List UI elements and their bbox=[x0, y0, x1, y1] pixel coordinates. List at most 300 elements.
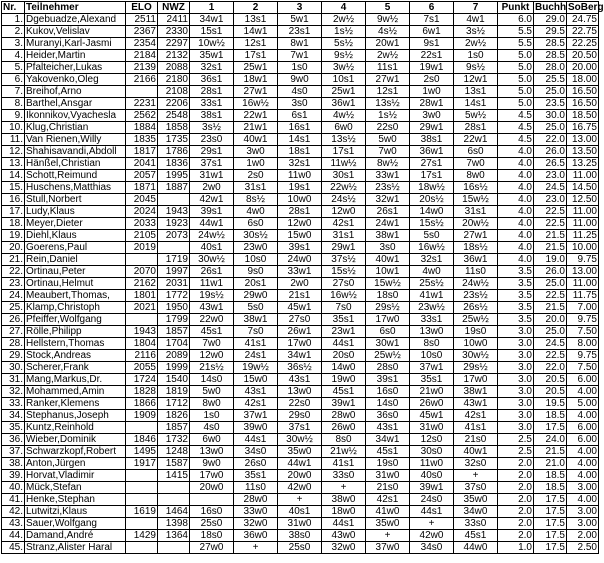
table-row bbox=[2, 422, 599, 434]
cell-round-1: 21s½ bbox=[190, 362, 234, 374]
cell-elo bbox=[126, 518, 158, 530]
cell-round-2: 29w0 bbox=[234, 290, 278, 302]
cell-elo: 1429 bbox=[126, 530, 158, 542]
cell-round-6: 26w0 bbox=[410, 398, 454, 410]
cell-round-7: 16s½ bbox=[454, 182, 498, 194]
cell-round-1: 19s½ bbox=[190, 290, 234, 302]
cell-participant: Yakovenko,Oleg bbox=[25, 74, 126, 86]
cell-round-2: 14w1 bbox=[234, 26, 278, 38]
table-row bbox=[2, 74, 599, 86]
cell-elo: 2105 bbox=[126, 230, 158, 242]
cell-elo: 1884 bbox=[126, 122, 158, 134]
cell-nwz: 1719 bbox=[158, 254, 190, 266]
cell-nwz: 1826 bbox=[158, 410, 190, 422]
cell-points: 3.0 bbox=[498, 362, 534, 374]
cell-sonneborn-berger: 16.50 bbox=[567, 86, 599, 98]
cell-round-7: 22w1 bbox=[454, 134, 498, 146]
cell-round-7: 17w0 bbox=[454, 374, 498, 386]
cell-elo bbox=[126, 482, 158, 494]
cell-round-2: 34s0 bbox=[234, 446, 278, 458]
cell-round-5: 22s0 bbox=[366, 122, 410, 134]
cell-nwz: 2411 bbox=[158, 14, 190, 26]
cell-elo: 2367 bbox=[126, 26, 158, 38]
cell-round-3: 3s0 bbox=[278, 98, 322, 110]
table-row bbox=[2, 386, 599, 398]
cell-participant: Ortinau,Helmut bbox=[25, 278, 126, 290]
cell-round-5: 3s0 bbox=[366, 242, 410, 254]
cell-round-3: 42w0 bbox=[278, 482, 322, 494]
cell-round-6: 3w0 bbox=[410, 110, 454, 122]
cell-round-2: 8s½ bbox=[234, 194, 278, 206]
cell-round-5: 25w½ bbox=[366, 350, 410, 362]
cell-buchholz: 22.5 bbox=[534, 350, 567, 362]
cell-sonneborn-berger: 18.00 bbox=[567, 74, 599, 86]
cell-round-4: 16w½ bbox=[322, 290, 366, 302]
cell-round-2: 2s0 bbox=[234, 170, 278, 182]
cell-round-5: 13s½ bbox=[366, 98, 410, 110]
cell-participant: Mohammed,Amin bbox=[25, 386, 126, 398]
table-row bbox=[2, 266, 599, 278]
cell-buchholz: 20.5 bbox=[534, 374, 567, 386]
cell-rank: 26. bbox=[2, 314, 25, 326]
cell-round-2: 36w0 bbox=[234, 530, 278, 542]
cell-rank: 2. bbox=[2, 26, 25, 38]
cell-nwz bbox=[158, 482, 190, 494]
cell-round-3: 20w0 bbox=[278, 470, 322, 482]
cell-points: 2.5 bbox=[498, 446, 534, 458]
cell-round-2: 40w1 bbox=[234, 134, 278, 146]
cell-round-1: 6w0 bbox=[190, 434, 234, 446]
cell-nwz: 1887 bbox=[158, 182, 190, 194]
cell-round-3: 40s1 bbox=[278, 506, 322, 518]
cell-elo: 2070 bbox=[126, 266, 158, 278]
cell-nwz: 1923 bbox=[158, 218, 190, 230]
cell-round-1: 26s1 bbox=[190, 266, 234, 278]
cell-round-3: 35w0 bbox=[278, 446, 322, 458]
cell-participant: Dgebuadze,Alexand bbox=[25, 14, 126, 26]
cell-points: 3.5 bbox=[498, 290, 534, 302]
cell-buchholz: 24.5 bbox=[534, 338, 567, 350]
cell-sonneborn-berger: 11.00 bbox=[567, 206, 599, 218]
cell-round-5: 5w0 bbox=[366, 134, 410, 146]
cell-buchholz: 21.0 bbox=[534, 458, 567, 470]
cell-buchholz: 21.5 bbox=[534, 302, 567, 314]
cell-points: 4.0 bbox=[498, 158, 534, 170]
table-row bbox=[2, 170, 599, 182]
cell-round-3: 36s½ bbox=[278, 362, 322, 374]
cell-round-3: 31w0 bbox=[278, 518, 322, 530]
cell-rank: 14. bbox=[2, 170, 25, 182]
cell-round-7: 18s½ bbox=[454, 242, 498, 254]
cell-round-2: 7s0 bbox=[234, 326, 278, 338]
cell-round-1: 22w0 bbox=[190, 314, 234, 326]
cell-round-4: 23w1 bbox=[322, 326, 366, 338]
cell-points: 3.0 bbox=[498, 374, 534, 386]
cell-round-4: 12w0 bbox=[322, 206, 366, 218]
cell-round-1: 7w0 bbox=[190, 338, 234, 350]
cell-rank: 6. bbox=[2, 74, 25, 86]
cell-buchholz: 21.5 bbox=[534, 230, 567, 242]
table-row bbox=[2, 194, 599, 206]
cell-points: 4.0 bbox=[498, 218, 534, 230]
cell-round-7: 23s½ bbox=[454, 290, 498, 302]
cell-elo: 1828 bbox=[126, 386, 158, 398]
cell-round-5: 2w½ bbox=[366, 50, 410, 62]
cell-buchholz: 22.5 bbox=[534, 218, 567, 230]
cell-round-1: 20w0 bbox=[190, 482, 234, 494]
cell-round-1: 10w½ bbox=[190, 38, 234, 50]
table-row bbox=[2, 326, 599, 338]
cell-round-1: 37s1 bbox=[190, 158, 234, 170]
cell-round-5: 11s1 bbox=[366, 62, 410, 74]
table-row bbox=[2, 110, 599, 122]
cell-round-4: 35s1 bbox=[322, 314, 366, 326]
cell-points: 2.0 bbox=[498, 530, 534, 542]
cell-round-4: 17s1 bbox=[322, 146, 366, 158]
cell-elo: 2019 bbox=[126, 242, 158, 254]
cell-round-5: 20w1 bbox=[366, 38, 410, 50]
cell-round-1: 42w1 bbox=[190, 194, 234, 206]
cell-rank: 38. bbox=[2, 458, 25, 470]
table-row bbox=[2, 302, 599, 314]
cell-round-4: 38w0 bbox=[322, 494, 366, 506]
cell-round-1: 14s0 bbox=[190, 374, 234, 386]
cell-round-3: 28s1 bbox=[278, 206, 322, 218]
cell-round-7: 24w½ bbox=[454, 278, 498, 290]
cell-round-2: 31s1 bbox=[234, 182, 278, 194]
cell-round-5: 19s0 bbox=[366, 458, 410, 470]
cell-elo: 1835 bbox=[126, 134, 158, 146]
table-row bbox=[2, 458, 599, 470]
cell-round-4: 42s1 bbox=[322, 218, 366, 230]
cell-points: 2.0 bbox=[498, 458, 534, 470]
cell-round-7: 35w0 bbox=[454, 494, 498, 506]
cell-round-4: 7s0 bbox=[322, 302, 366, 314]
cell-rank: 44. bbox=[2, 530, 25, 542]
cell-participant: Horvat,Vladimir bbox=[25, 470, 126, 482]
cell-elo: 2055 bbox=[126, 362, 158, 374]
header-round-1: 1 bbox=[190, 2, 234, 14]
cell-round-2: 44s1 bbox=[234, 434, 278, 446]
cell-round-7: 7w0 bbox=[454, 158, 498, 170]
cell-points: 3.0 bbox=[498, 410, 534, 422]
cell-elo bbox=[126, 494, 158, 506]
cell-round-2: 22w1 bbox=[234, 110, 278, 122]
cell-buchholz: 28.0 bbox=[534, 62, 567, 74]
cell-participant: Klamp,Christoph bbox=[25, 302, 126, 314]
cell-round-6: 13w0 bbox=[410, 326, 454, 338]
cell-buchholz: 25.0 bbox=[534, 278, 567, 290]
cell-points: 3.0 bbox=[498, 350, 534, 362]
cell-sonneborn-berger: 13.25 bbox=[567, 158, 599, 170]
cell-round-7: 31s1 bbox=[454, 206, 498, 218]
cell-round-1: 29s1 bbox=[190, 146, 234, 158]
header-row bbox=[2, 2, 599, 14]
cell-sonneborn-berger: 11.00 bbox=[567, 278, 599, 290]
cell-round-2: 17s1 bbox=[234, 50, 278, 62]
cell-buchholz: 18.5 bbox=[534, 470, 567, 482]
cell-round-6: 2s0 bbox=[410, 74, 454, 86]
cell-round-5: 26s1 bbox=[366, 206, 410, 218]
cell-buchholz: 17.5 bbox=[534, 518, 567, 530]
cell-round-6: 44s1 bbox=[410, 506, 454, 518]
cell-elo: 1846 bbox=[126, 434, 158, 446]
cell-sonneborn-berger: 16.75 bbox=[567, 122, 599, 134]
cell-round-1: 34w1 bbox=[190, 14, 234, 26]
cell-points: 4.0 bbox=[498, 146, 534, 158]
cell-round-7: 33s0 bbox=[454, 518, 498, 530]
standings-table-container bbox=[1, 1, 604, 554]
cell-elo bbox=[126, 422, 158, 434]
table-row bbox=[2, 530, 599, 542]
cell-round-4: 20s0 bbox=[322, 350, 366, 362]
cell-elo: 2166 bbox=[126, 74, 158, 86]
cell-participant: Huschens,Matthias bbox=[25, 182, 126, 194]
cell-elo bbox=[126, 254, 158, 266]
cell-round-7: + bbox=[454, 470, 498, 482]
cell-round-6: 11w0 bbox=[410, 458, 454, 470]
cell-round-6: 22s1 bbox=[410, 50, 454, 62]
standings-body bbox=[2, 14, 599, 554]
cell-sonneborn-berger: 4.00 bbox=[567, 386, 599, 398]
cell-nwz: 1786 bbox=[158, 146, 190, 158]
cell-round-7: 21s0 bbox=[454, 434, 498, 446]
cell-points: 3.5 bbox=[498, 278, 534, 290]
cell-participant: Barthel,Ansgar bbox=[25, 98, 126, 110]
cell-sonneborn-berger: 12.50 bbox=[567, 194, 599, 206]
cell-rank: 10. bbox=[2, 122, 25, 134]
cell-round-2: 28w0 bbox=[234, 494, 278, 506]
cell-round-4: 14w0 bbox=[322, 362, 366, 374]
cell-nwz: 2330 bbox=[158, 26, 190, 38]
cell-points: 5.0 bbox=[498, 62, 534, 74]
cell-points: 2.0 bbox=[498, 494, 534, 506]
cell-round-7: 20w½ bbox=[454, 218, 498, 230]
cell-round-7: 44w0 bbox=[454, 542, 498, 554]
cell-nwz: 2088 bbox=[158, 62, 190, 74]
cell-rank: 1. bbox=[2, 14, 25, 26]
cell-buchholz: 28.5 bbox=[534, 38, 567, 50]
cell-round-5: 27w1 bbox=[366, 74, 410, 86]
cell-round-6: 19w1 bbox=[410, 62, 454, 74]
cell-buchholz: 30.0 bbox=[534, 110, 567, 122]
cell-round-4: 3w½ bbox=[322, 62, 366, 74]
cell-points: 4.5 bbox=[498, 110, 534, 122]
cell-round-5: 4s½ bbox=[366, 26, 410, 38]
cell-elo: 2562 bbox=[126, 110, 158, 122]
cell-points: 2.0 bbox=[498, 482, 534, 494]
cell-sonneborn-berger: 10.00 bbox=[567, 242, 599, 254]
cell-buchholz: 20.0 bbox=[534, 314, 567, 326]
cell-buchholz: 23.0 bbox=[534, 194, 567, 206]
cell-round-6: 15s½ bbox=[410, 218, 454, 230]
cell-round-1: 3s½ bbox=[190, 122, 234, 134]
cell-buchholz: 17.5 bbox=[534, 494, 567, 506]
cell-buchholz: 25.0 bbox=[534, 122, 567, 134]
cell-participant: Hellstern,Thomas bbox=[25, 338, 126, 350]
cell-points: 2.0 bbox=[498, 506, 534, 518]
standings-table bbox=[1, 1, 604, 554]
table-row bbox=[2, 278, 599, 290]
cell-points: 4.0 bbox=[498, 254, 534, 266]
cell-round-2: 10s0 bbox=[234, 254, 278, 266]
cell-buchholz: 21.5 bbox=[534, 242, 567, 254]
cell-rank: 16. bbox=[2, 194, 25, 206]
cell-participant: Wieber,Dominik bbox=[25, 434, 126, 446]
cell-round-2: 37w1 bbox=[234, 410, 278, 422]
cell-round-3: 13w0 bbox=[278, 386, 322, 398]
cell-elo: 1943 bbox=[126, 326, 158, 338]
cell-buchholz: 22.5 bbox=[534, 290, 567, 302]
cell-round-2: 5s0 bbox=[234, 302, 278, 314]
cell-points: 4.5 bbox=[498, 122, 534, 134]
cell-round-6: 10s0 bbox=[410, 350, 454, 362]
cell-sonneborn-berger: 9.75 bbox=[567, 350, 599, 362]
cell-participant: Ludy,Klaus bbox=[25, 206, 126, 218]
table-row bbox=[2, 518, 599, 530]
cell-round-6: 23w½ bbox=[410, 302, 454, 314]
cell-sonneborn-berger: 13.00 bbox=[567, 266, 599, 278]
cell-round-3: 24w0 bbox=[278, 254, 322, 266]
cell-round-7: 40w1 bbox=[454, 446, 498, 458]
cell-points: 5.0 bbox=[498, 50, 534, 62]
cell-sonneborn-berger: 6.00 bbox=[567, 434, 599, 446]
cell-nwz: 1712 bbox=[158, 398, 190, 410]
cell-round-5: 29s½ bbox=[366, 302, 410, 314]
cell-sonneborn-berger: 4.00 bbox=[567, 446, 599, 458]
cell-round-1: 11w1 bbox=[190, 278, 234, 290]
cell-round-2: 32w0 bbox=[234, 518, 278, 530]
cell-points: 4.0 bbox=[498, 170, 534, 182]
cell-elo bbox=[126, 314, 158, 326]
table-row bbox=[2, 122, 599, 134]
cell-points: 4.5 bbox=[498, 134, 534, 146]
cell-rank: 4. bbox=[2, 50, 25, 62]
cell-buchholz: 21.5 bbox=[534, 446, 567, 458]
table-row bbox=[2, 374, 599, 386]
cell-round-2: 23w0 bbox=[234, 242, 278, 254]
cell-buchholz: 22.0 bbox=[534, 362, 567, 374]
header-participant: Teilnehmer bbox=[25, 2, 126, 14]
cell-round-4: 21w½ bbox=[322, 446, 366, 458]
cell-nwz bbox=[158, 494, 190, 506]
cell-round-5: 15w½ bbox=[366, 278, 410, 290]
cell-round-5: 7w0 bbox=[366, 146, 410, 158]
cell-nwz: 1950 bbox=[158, 302, 190, 314]
cell-participant: Schott,Reimund bbox=[25, 170, 126, 182]
cell-round-4: 44s1 bbox=[322, 518, 366, 530]
cell-sonneborn-berger: 2.50 bbox=[567, 542, 599, 554]
cell-participant: Anton,Jürgen bbox=[25, 458, 126, 470]
cell-points: 4.0 bbox=[498, 230, 534, 242]
cell-rank: 19. bbox=[2, 230, 25, 242]
cell-round-6: 39w1 bbox=[410, 482, 454, 494]
cell-round-2: 41s1 bbox=[234, 338, 278, 350]
cell-round-7: 29s½ bbox=[454, 362, 498, 374]
cell-round-5: 21s0 bbox=[366, 482, 410, 494]
header-round-5: 5 bbox=[366, 2, 410, 14]
cell-round-7: 5w½ bbox=[454, 110, 498, 122]
cell-participant: Klug,Christian bbox=[25, 122, 126, 134]
cell-points: 3.0 bbox=[498, 398, 534, 410]
cell-elo: 1801 bbox=[126, 290, 158, 302]
cell-buchholz: 17.5 bbox=[534, 530, 567, 542]
cell-round-2: 1w0 bbox=[234, 158, 278, 170]
cell-round-2: 27w1 bbox=[234, 86, 278, 98]
cell-round-2: 3w0 bbox=[234, 146, 278, 158]
cell-rank: 5. bbox=[2, 62, 25, 74]
cell-round-5: 8w½ bbox=[366, 158, 410, 170]
cell-round-3: 32s1 bbox=[278, 158, 322, 170]
cell-round-4: 22w½ bbox=[322, 182, 366, 194]
cell-rank: 8. bbox=[2, 98, 25, 110]
cell-points: 1.0 bbox=[498, 542, 534, 554]
cell-buchholz: 26.5 bbox=[534, 158, 567, 170]
table-row bbox=[2, 134, 599, 146]
cell-buchholz: 26.0 bbox=[534, 146, 567, 158]
cell-elo: 2162 bbox=[126, 278, 158, 290]
cell-round-3: 43s1 bbox=[278, 374, 322, 386]
cell-round-6: 21w0 bbox=[410, 386, 454, 398]
cell-round-3: 21s1 bbox=[278, 290, 322, 302]
header-nr: Nr. bbox=[2, 2, 25, 14]
cell-nwz: 2073 bbox=[158, 230, 190, 242]
cell-round-3: 22s0 bbox=[278, 398, 322, 410]
cell-rank: 41. bbox=[2, 494, 25, 506]
cell-round-3: 17w0 bbox=[278, 338, 322, 350]
cell-round-6: 33s1 bbox=[410, 314, 454, 326]
cell-buchholz: 29.5 bbox=[534, 26, 567, 38]
cell-round-2: 16w½ bbox=[234, 98, 278, 110]
cell-round-3: 30w½ bbox=[278, 434, 322, 446]
cell-round-4: 2w½ bbox=[322, 14, 366, 26]
cell-round-6: 41w1 bbox=[410, 290, 454, 302]
cell-round-7: 38w1 bbox=[454, 386, 498, 398]
cell-round-1: 17w0 bbox=[190, 470, 234, 482]
cell-participant: Kuntz,Reinhold bbox=[25, 422, 126, 434]
table-row bbox=[2, 314, 599, 326]
cell-round-3: 7w1 bbox=[278, 50, 322, 62]
cell-round-3: 16s1 bbox=[278, 122, 322, 134]
cell-round-3: 38s0 bbox=[278, 530, 322, 542]
cell-round-6: 35s1 bbox=[410, 374, 454, 386]
header-buchholz: Buchh bbox=[535, 2, 567, 13]
cell-round-3: 26w1 bbox=[278, 326, 322, 338]
cell-round-4: 9s½ bbox=[322, 50, 366, 62]
cell-buchholz: 26.0 bbox=[534, 266, 567, 278]
cell-sonneborn-berger: 22.25 bbox=[567, 38, 599, 50]
cell-round-2: 6s0 bbox=[234, 218, 278, 230]
cell-round-3: 23s1 bbox=[278, 26, 322, 38]
cell-round-6: 31w0 bbox=[410, 422, 454, 434]
cell-round-4: 6w0 bbox=[322, 122, 366, 134]
cell-rank: 17. bbox=[2, 206, 25, 218]
cell-round-6: 17s1 bbox=[410, 170, 454, 182]
cell-round-3: 8w1 bbox=[278, 38, 322, 50]
cell-round-7: 10w0 bbox=[454, 338, 498, 350]
cell-round-7: 37s0 bbox=[454, 482, 498, 494]
cell-rank: 3. bbox=[2, 38, 25, 50]
cell-elo: 2021 bbox=[126, 302, 158, 314]
cell-round-1: 9w0 bbox=[190, 458, 234, 470]
cell-rank: 15. bbox=[2, 182, 25, 194]
cell-round-4: 27s0 bbox=[322, 278, 366, 290]
cell-round-7: 9s½ bbox=[454, 62, 498, 74]
cell-round-2: + bbox=[234, 542, 278, 554]
cell-participant: Hänßel,Christian bbox=[25, 158, 126, 170]
cell-round-3: 45w1 bbox=[278, 302, 322, 314]
cell-round-1: 24w½ bbox=[190, 230, 234, 242]
